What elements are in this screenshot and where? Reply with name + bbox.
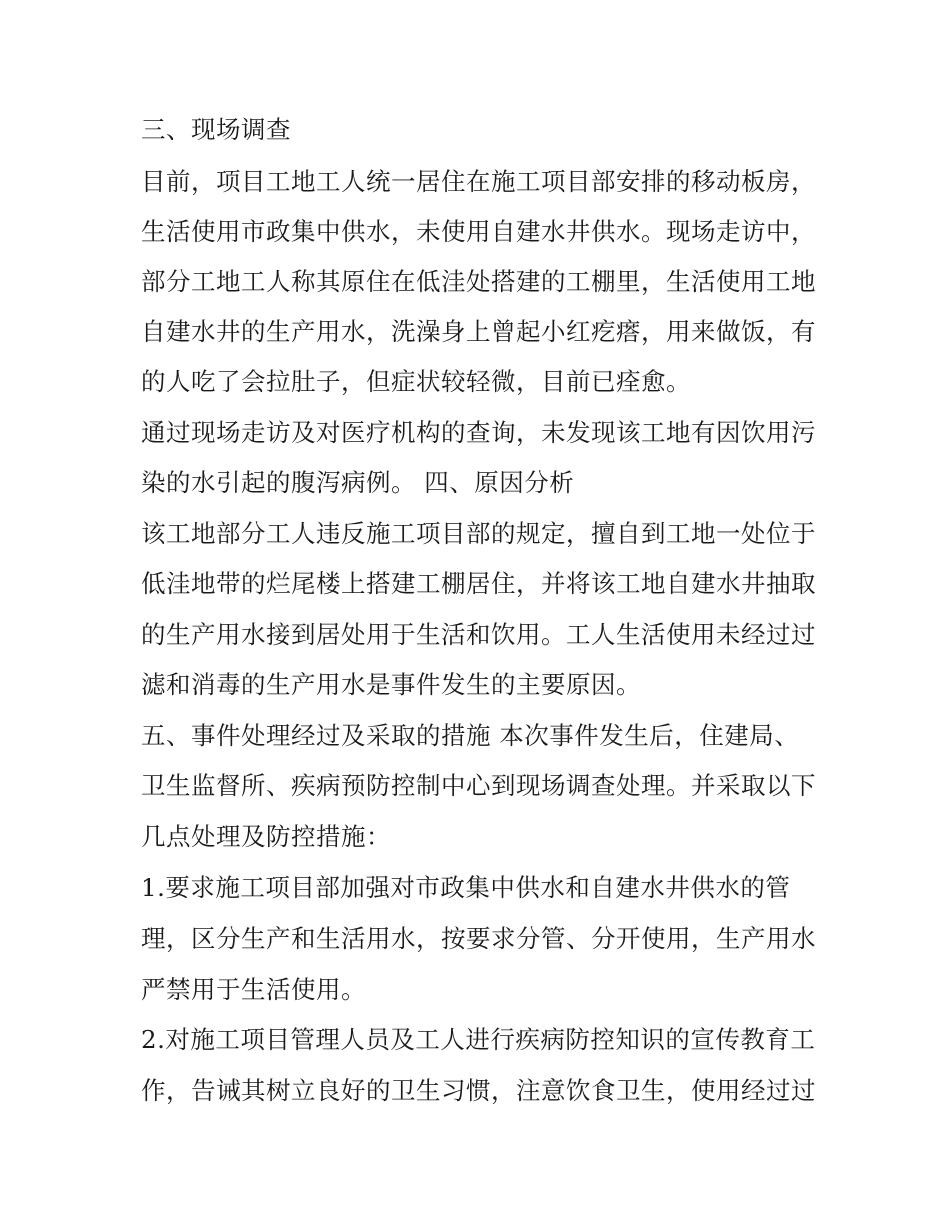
paragraph-line: 通过现场走访及对医疗机构的查询，未发现该工地有因饮用污 [141,418,816,447]
paragraph-line: 几点处理及防控措施： [141,822,391,851]
paragraph-line: 自建水井的生产用水，洗澡身上曾起小红疙瘩，用来做饭，有 [141,317,816,346]
paragraph-line: 五、事件处理经过及采取的措施 本次事件发生后，住建局、 [141,721,800,750]
paragraph-line: 低洼地带的烂尾楼上搭建工棚居住，并将该工地自建水井抽取 [141,569,816,598]
paragraph-line: 该工地部分工人违反施工项目部的规定，擅自到工地一处位于 [141,519,816,548]
paragraph-line: 滤和消毒的生产用水是事件发生的主要原因。 [141,670,641,699]
list-item-line: 1.要求施工项目部加强对市政集中供水和自建水井供水的管 [141,873,791,902]
paragraph-line: 目前，项目工地工人统一居住在施工项目部安排的移动板房， [141,167,816,196]
section-heading-site-investigation: 三、现场调查 [141,115,291,144]
paragraph-line: 生活使用市政集中供水，未使用自建水井供水。现场走访中， [141,217,816,246]
paragraph-line: 的人吃了会拉肚子，但症状较轻微，目前已痊愈。 [141,367,691,396]
paragraph-line: 部分工地工人称其原住在低洼处搭建的工棚里，生活使用工地 [141,267,816,296]
list-item-line: 理，区分生产和生活用水，按要求分管、分开使用，生产用水 [141,924,816,953]
list-item-line: 2.对施工项目管理人员及工人进行疾病防控知识的宣传教育工 [141,1025,816,1054]
list-item-line: 严禁用于生活使用。 [141,975,366,1004]
paragraph-line: 的生产用水接到居处用于生活和饮用。工人生活使用未经过过 [141,620,816,649]
paragraph-line: 卫生监督所、疾病预防控制中心到现场调查处理。并采取以下 [141,771,816,800]
paragraph-line: 染的水引起的腹泻病例。 四、原因分析 [141,468,575,497]
list-item-line: 作，告诫其树立良好的卫生习惯，注意饮食卫生，使用经过过 [141,1076,816,1105]
